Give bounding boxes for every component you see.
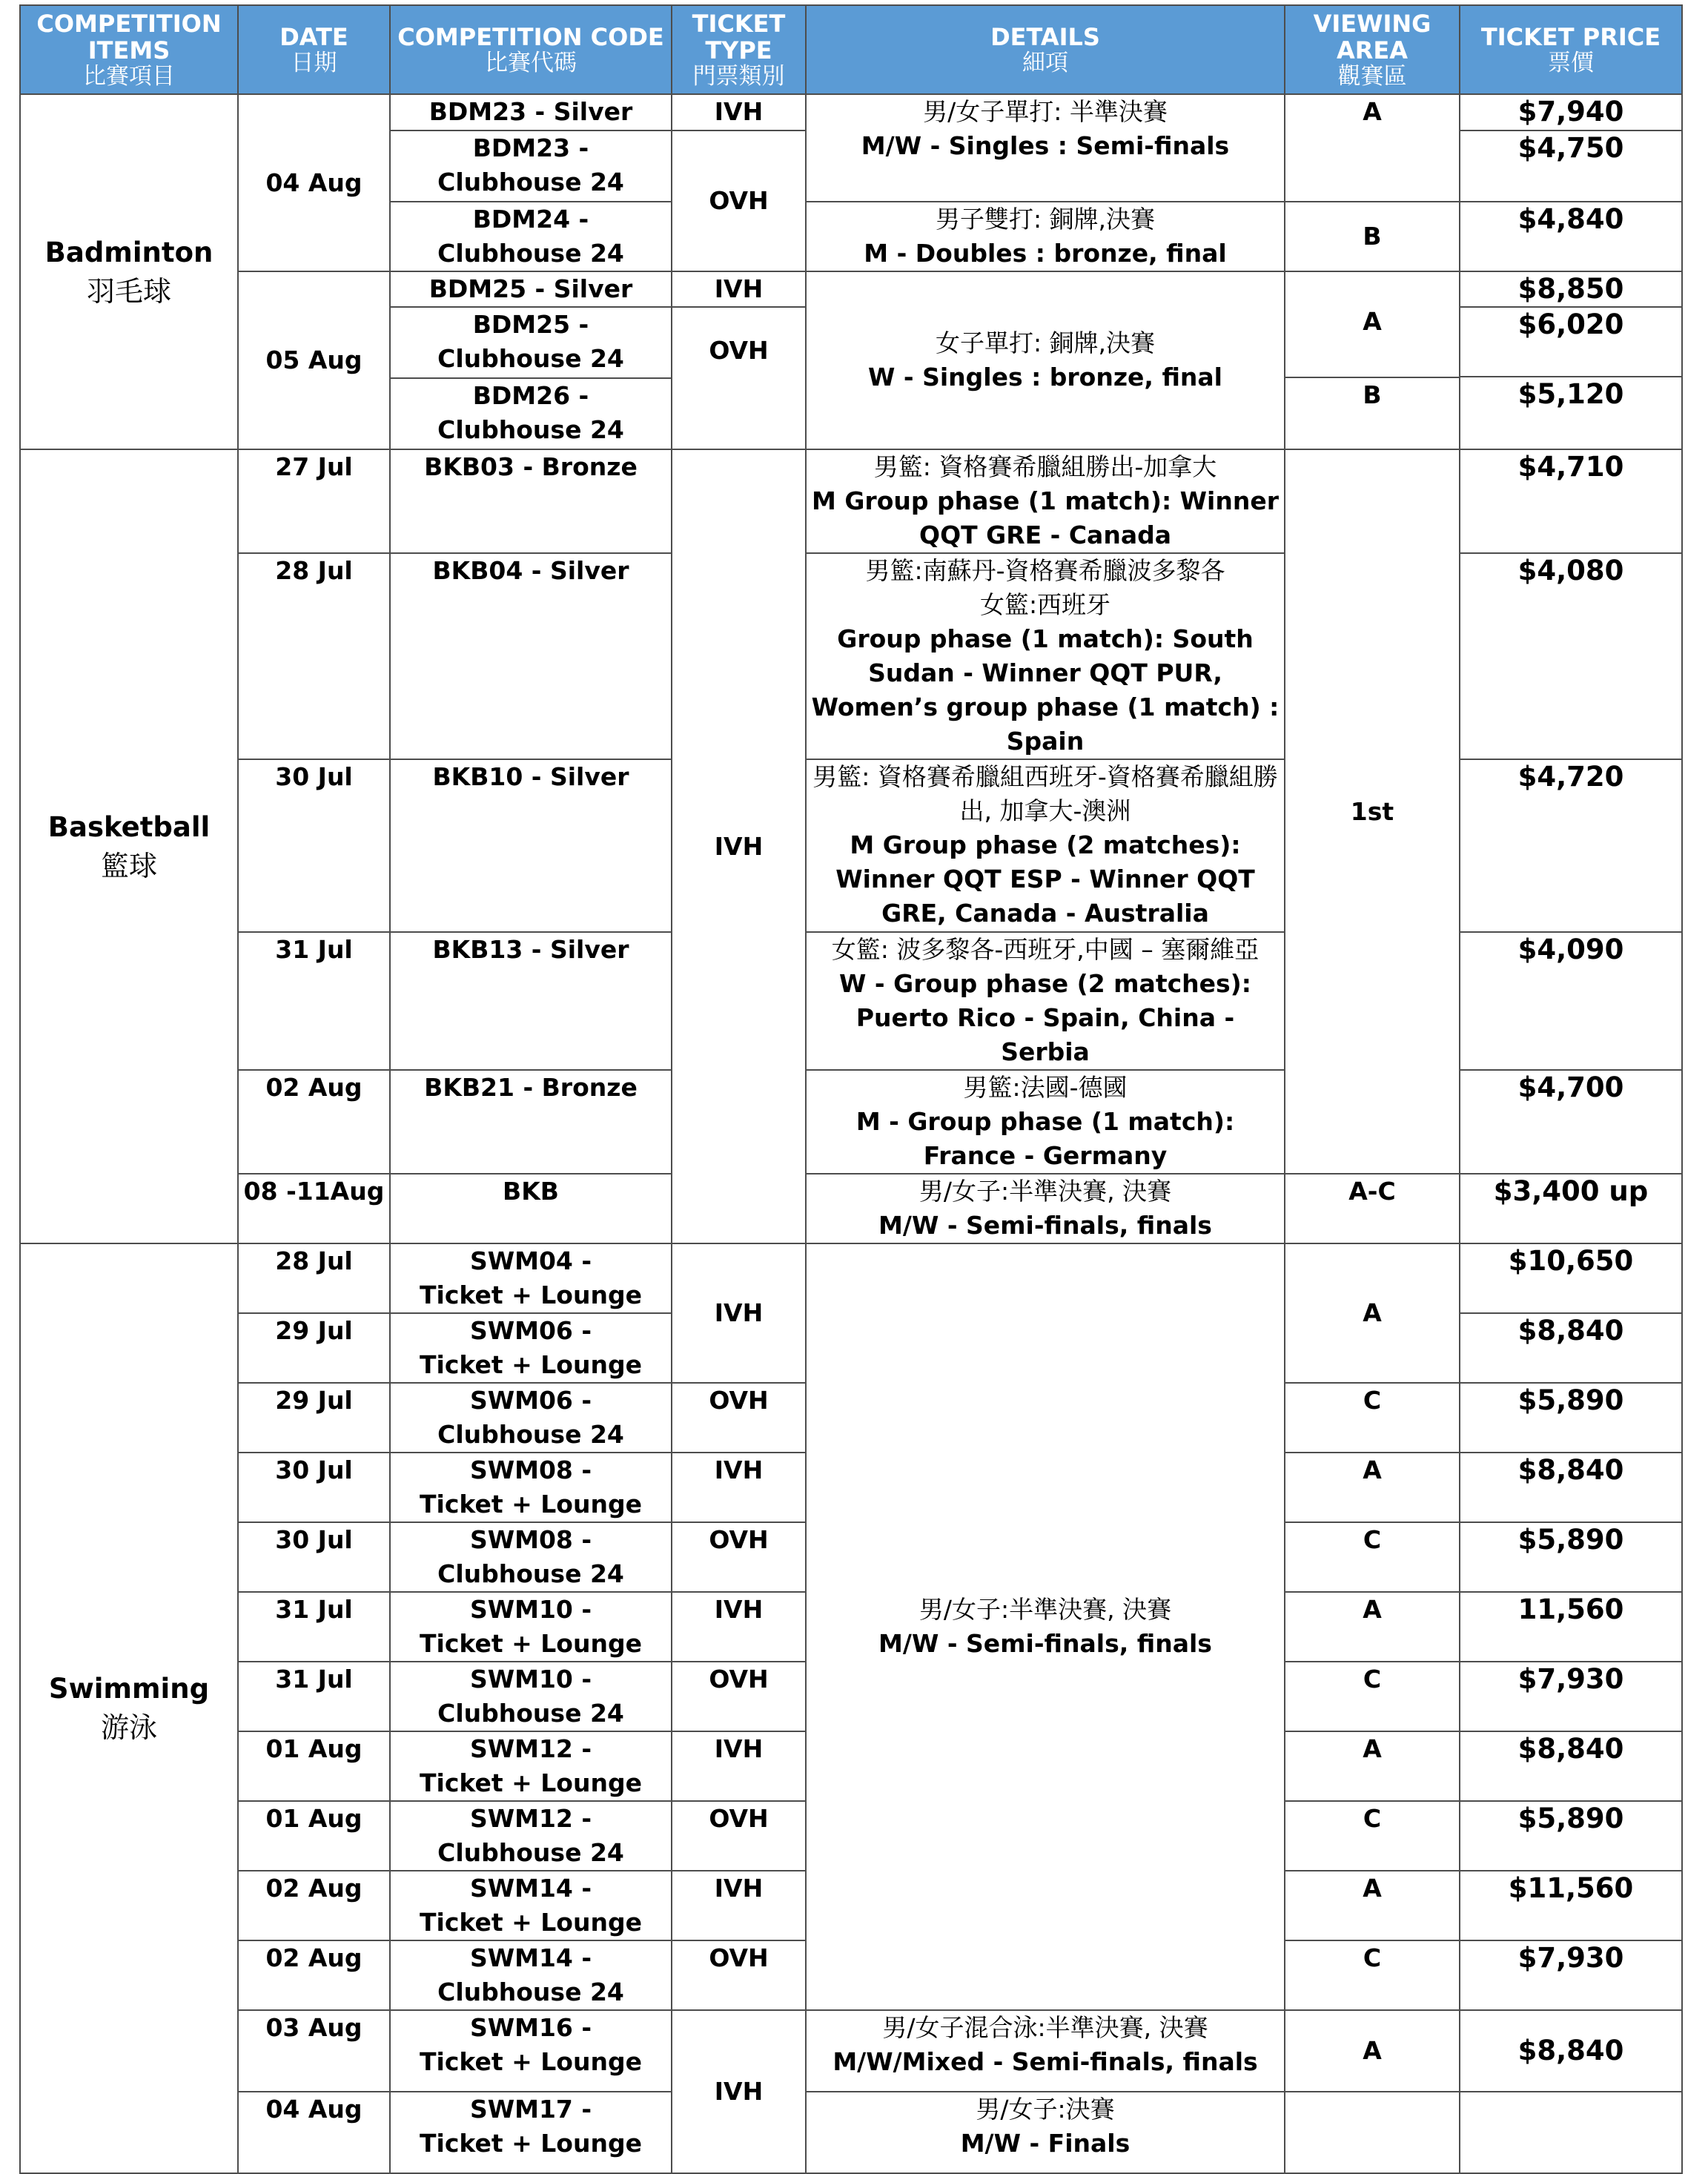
price-cell: $4,090 bbox=[1460, 932, 1682, 1070]
details-cell: 男籃: 資格賽希臘組西班牙-資格賽希臘組勝出, 加拿大-澳洲 M Group phase (2 matches): Winner QQT ESP - Winner QQT GRE, Canada - Australia bbox=[806, 759, 1285, 932]
area-cell: A bbox=[1285, 1731, 1460, 1801]
date-cell: 31 Jul bbox=[238, 1662, 390, 1731]
price-cell: $4,720 bbox=[1460, 759, 1682, 932]
area-cell: B bbox=[1285, 202, 1460, 271]
code-cell: SWM12 - Ticket + Lounge bbox=[390, 1731, 672, 1801]
price-cell: $10,650 bbox=[1460, 1243, 1682, 1313]
code-cell: SWM14 - Clubhouse 24 bbox=[390, 1940, 672, 2010]
header-competition-items: COMPETITION ITEMS 比賽項目 bbox=[20, 5, 238, 94]
code-sub: BDM25 - Clubhouse 24 bbox=[391, 308, 671, 379]
details-cell: 男籃:法國-德國 M - Group phase (1 match): France - Germany bbox=[806, 1070, 1285, 1174]
date-cell: 01 Aug bbox=[238, 1801, 390, 1871]
date-cell: 31 Jul bbox=[238, 1592, 390, 1662]
area-cell: A bbox=[1285, 2010, 1460, 2092]
header-details: DETAILS 細項 bbox=[806, 5, 1285, 94]
details-cell: 男籃:南蘇丹-資格賽希臘波多黎各 女籃:西班牙 Group phase (1 match): South Sudan - Winner QQT PUR, Women’s group phase (1 match) : Spain bbox=[806, 553, 1285, 759]
type-cell: IVH bbox=[672, 1243, 806, 1383]
type-cell: OVH bbox=[672, 1522, 806, 1592]
header-date: DATE 日期 bbox=[238, 5, 390, 94]
price-cell: $4,700 bbox=[1460, 1070, 1682, 1174]
code-sub: BDM26 - Clubhouse 24 bbox=[437, 381, 624, 444]
header-competition-code: COMPETITION CODE 比賽代碼 bbox=[390, 5, 672, 94]
details-cell: 女子單打: 銅牌,決賽 W - Singles : bronze, final bbox=[806, 271, 1285, 449]
type-cell: IVH bbox=[672, 1731, 806, 1801]
date-cell: 02 Aug bbox=[238, 1871, 390, 1940]
price-sub: $8,850 bbox=[1460, 272, 1681, 308]
details-cell: 男/女子單打: 半準決賽 M/W - Singles : Semi-finals bbox=[806, 94, 1285, 202]
basketball-item-cell: Basketball 籃球 bbox=[20, 449, 238, 1243]
price-cell: $11,560 bbox=[1460, 1871, 1682, 1940]
area-cell: C bbox=[1285, 1940, 1460, 2010]
date-cell: 28 Jul bbox=[238, 553, 390, 759]
type-sub: OVH bbox=[709, 336, 769, 365]
code-cell: SWM12 - Clubhouse 24 bbox=[390, 1801, 672, 1871]
code-cell: SWM17 - Ticket + Lounge bbox=[390, 2092, 672, 2173]
table-row bbox=[20, 449, 1682, 553]
type-cell: IVH bbox=[672, 94, 806, 130]
date-cell: 29 Jul bbox=[238, 1313, 390, 1383]
type-cell: OVH bbox=[672, 1801, 806, 1871]
type-cell bbox=[672, 271, 806, 449]
date-cell: 02 Aug bbox=[238, 1070, 390, 1174]
code-cell: SWM06 - Clubhouse 24 bbox=[390, 1383, 672, 1453]
code-cell: SWM16 - Ticket + Lounge bbox=[390, 2010, 672, 2092]
area-cell: A bbox=[1285, 1871, 1460, 1940]
price-cell: $8,840 bbox=[1460, 2010, 1682, 2092]
price-cell: $5,890 bbox=[1460, 1801, 1682, 1871]
type-cell: IVH bbox=[672, 1871, 806, 1940]
date-cell: 30 Jul bbox=[238, 759, 390, 932]
area-cell: A bbox=[1285, 1453, 1460, 1522]
area-cell bbox=[1285, 271, 1460, 449]
price-cell: $8,840 bbox=[1460, 1731, 1682, 1801]
details-cell: 男/女子:決賽 M/W - Finals bbox=[806, 2092, 1285, 2173]
details-cell: 男/女子:半準決賽, 決賽 M/W - Semi-finals, finals bbox=[806, 1243, 1285, 2010]
area-cell: A bbox=[1285, 94, 1460, 202]
area-cell: C bbox=[1285, 1801, 1460, 1871]
area-cell: C bbox=[1285, 1662, 1460, 1731]
header-row bbox=[20, 5, 1682, 94]
swimming-item-cell: Swimming 游泳 bbox=[20, 1243, 238, 2173]
price-cell: $7,930 bbox=[1460, 1662, 1682, 1731]
price-cell: $3,400 up bbox=[1460, 1174, 1682, 1243]
code-sub: BDM25 - Silver bbox=[391, 272, 671, 308]
date-cell: 27 Jul bbox=[238, 449, 390, 553]
area-cell: A bbox=[1285, 1592, 1460, 1662]
details-cell: 男/女子:半準決賽, 決賽 M/W - Semi-finals, finals bbox=[806, 1174, 1285, 1243]
header-ticket-price: TICKET PRICE 票價 bbox=[1460, 5, 1682, 94]
price-cell: $4,840 bbox=[1460, 202, 1682, 271]
details-cell: 男籃: 資格賽希臘組勝出-加拿大 M Group phase (1 match): Winner QQT GRE - Canada bbox=[806, 449, 1285, 553]
table-row bbox=[20, 2092, 1682, 2173]
area-cell: A-C bbox=[1285, 1174, 1460, 1243]
code-cell: BKB10 - Silver bbox=[390, 759, 672, 932]
price-cell: $4,750 bbox=[1460, 130, 1682, 202]
code-cell: BDM24 - Clubhouse 24 bbox=[390, 202, 672, 271]
price-cell: $5,890 bbox=[1460, 1522, 1682, 1592]
area-sub: A bbox=[1285, 272, 1459, 378]
header-viewing-area: VIEWING AREA 觀賽區 bbox=[1285, 5, 1460, 94]
code-cell: SWM06 - Ticket + Lounge bbox=[390, 1313, 672, 1383]
type-sub: IVH bbox=[672, 272, 805, 308]
type-cell: OVH bbox=[672, 1940, 806, 2010]
code-cell: BKB03 - Bronze bbox=[390, 449, 672, 553]
details-cell: 女籃: 波多黎各-西班牙,中國 – 塞爾維亞 W - Group phase (2 matches): Puerto Rico - Spain, China - Serbia bbox=[806, 932, 1285, 1070]
date-cell: 29 Jul bbox=[238, 1383, 390, 1453]
details-cell: 男/女子混合泳:半準決賽, 決賽 M/W/Mixed - Semi-finals, finals bbox=[806, 2010, 1285, 2092]
price-cell: $5,890 bbox=[1460, 1383, 1682, 1453]
price-sub: $6,020 bbox=[1460, 308, 1681, 377]
area-cell bbox=[1285, 2092, 1460, 2173]
date-cell: 05 Aug bbox=[238, 271, 390, 449]
code-cell: BDM23 - Silver bbox=[390, 94, 672, 130]
table-row bbox=[20, 94, 1682, 130]
code-cell: BKB bbox=[390, 1174, 672, 1243]
price-sub: $5,120 bbox=[1517, 378, 1624, 410]
code-cell: SWM04 - Ticket + Lounge bbox=[390, 1243, 672, 1313]
date-cell: 01 Aug bbox=[238, 1731, 390, 1801]
table-row bbox=[20, 1243, 1682, 1313]
type-cell: IVH bbox=[672, 2010, 806, 2173]
code-cell: SWM08 - Ticket + Lounge bbox=[390, 1453, 672, 1522]
code-cell: BKB04 - Silver bbox=[390, 553, 672, 759]
date-cell: 04 Aug bbox=[238, 94, 390, 271]
code-cell: BKB21 - Bronze bbox=[390, 1070, 672, 1174]
type-cell: OVH bbox=[672, 130, 806, 271]
type-cell: OVH bbox=[672, 1383, 806, 1453]
price-cell: $4,710 bbox=[1460, 449, 1682, 553]
price-cell: $4,080 bbox=[1460, 553, 1682, 759]
details-cell: 男子雙打: 銅牌,決賽 M - Doubles : bronze, final bbox=[806, 202, 1285, 271]
table-row bbox=[20, 271, 1682, 449]
date-cell: 31 Jul bbox=[238, 932, 390, 1070]
type-cell: IVH bbox=[672, 449, 806, 1243]
area-cell: 1st bbox=[1285, 449, 1460, 1174]
code-cell bbox=[390, 271, 672, 449]
area-sub: B bbox=[1363, 380, 1382, 409]
price-cell: $8,840 bbox=[1460, 1453, 1682, 1522]
date-cell: 28 Jul bbox=[238, 1243, 390, 1313]
date-cell: 03 Aug bbox=[238, 2010, 390, 2092]
price-cell bbox=[1460, 271, 1682, 449]
date-cell: 04 Aug bbox=[238, 2092, 390, 2173]
ticket-price-table bbox=[19, 4, 1683, 2174]
date-cell: 08 -11Aug bbox=[238, 1174, 390, 1243]
price-cell: 11,560 bbox=[1460, 1592, 1682, 1662]
badminton-item-cell: Badminton 羽毛球 bbox=[20, 94, 238, 449]
price-cell bbox=[1460, 2092, 1682, 2173]
price-cell: $7,940 bbox=[1460, 94, 1682, 130]
type-cell: IVH bbox=[672, 1453, 806, 1522]
price-cell: $7,930 bbox=[1460, 1940, 1682, 2010]
code-cell: SWM10 - Clubhouse 24 bbox=[390, 1662, 672, 1731]
code-cell: BDM23 - Clubhouse 24 bbox=[390, 130, 672, 202]
table-row bbox=[20, 1174, 1682, 1243]
code-cell: SWM10 - Ticket + Lounge bbox=[390, 1592, 672, 1662]
date-cell: 30 Jul bbox=[238, 1453, 390, 1522]
code-cell: SWM08 - Clubhouse 24 bbox=[390, 1522, 672, 1592]
header-ticket-type: TICKET TYPE 門票類別 bbox=[672, 5, 806, 94]
code-cell: BKB13 - Silver bbox=[390, 932, 672, 1070]
table-row bbox=[20, 2010, 1682, 2092]
type-cell: IVH bbox=[672, 1592, 806, 1662]
date-cell: 02 Aug bbox=[238, 1940, 390, 2010]
date-cell: 30 Jul bbox=[238, 1522, 390, 1592]
area-cell: C bbox=[1285, 1522, 1460, 1592]
type-cell: OVH bbox=[672, 1662, 806, 1731]
price-cell: $8,840 bbox=[1460, 1313, 1682, 1383]
code-cell: SWM14 - Ticket + Lounge bbox=[390, 1871, 672, 1940]
area-cell: C bbox=[1285, 1383, 1460, 1453]
area-cell: A bbox=[1285, 1243, 1460, 1383]
